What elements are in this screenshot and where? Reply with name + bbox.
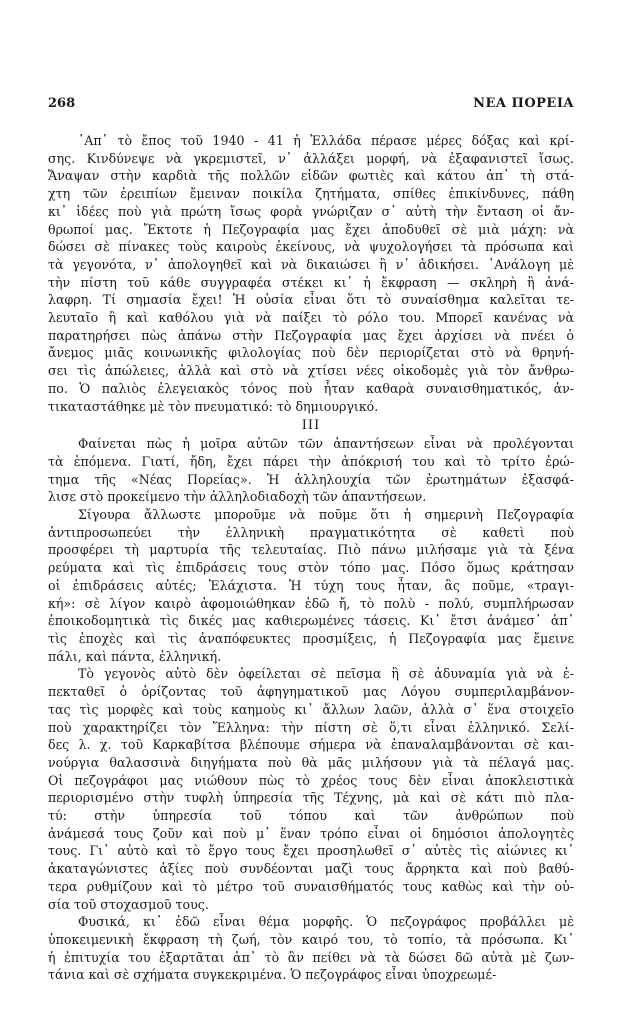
text-line: πεκταθεῖ ὁ ὁρίζοντας τοῦ ἀφηγηματικοῦ μας Λόγου συμπεριλαμβάνον- (48, 684, 574, 700)
text-line: τὰ ἑπόμενα. Γιατί, ἤδη, ἔχει πάρει τὴν ἀπόκρισή του καὶ τὸ τρίτο ἐρώ- (48, 453, 574, 469)
text-line: οἱ ἐπιδράσεις αὐτές; Ἐλάχιστα. Ἡ τύχη τους ἦταν, ἂς ποῦμε, «τραγι- (48, 577, 574, 593)
text-line: χτη τῶν ἐρειπίων ἔμειναν ποικίλα ζητήματα, σπίθες ἐπικίνδυνες, πάθη (48, 186, 574, 202)
text-line: τὴν πίστη τοῦ κάθε συγγραφέα στέκει κι᾿ ἡ ἔκφραση — σκληρὴ ἢ ἀνά- (48, 274, 574, 290)
text-line: τὶς ἐποχὲς καὶ τὶς ἀναπόφευκτες προσμίξεις, ἡ Πεζογραφία μας ἔμεινε (48, 630, 574, 646)
text-line: Σίγουρα ἄλλωστε μποροῦμε νὰ ποῦμε ὅτι ἡ σημερινὴ Πεζογραφία (78, 507, 574, 523)
text-line: σία τοῦ στοχασμοῦ τους. (48, 896, 209, 912)
text-line: ἀκαταγώνιστες ἀξίες ποὺ συνδέονται μαζὶ τους ἄρρηκτα καὶ ποὺ βαθύ- (48, 861, 574, 877)
page-body (48, 132, 574, 984)
text-line: τους. Γι᾿ αὐτὸ καὶ τὸ ἔργο τους ἔχει προσηλωθεῖ σ᾿ αὐτὲς τὶς αἰώνιες κι᾿ (48, 843, 574, 859)
text-line: τὰ γεγονότα, ν᾿ ἀπολογηθεῖ καὶ νὰ δικαιώσει ἢ ν᾿ ἀδικήσει. ᾿Ανάλογη μὲ (48, 256, 574, 272)
page-header (48, 96, 574, 114)
page-number: 268 (48, 96, 76, 111)
text-line: Φυσικά, κι᾿ ἐδῶ εἶναι θέμα μορφῆς. Ὁ πεζογράφος προβάλλει μὲ (78, 914, 574, 930)
text-line: Ἄναψαν στὴν καρδιὰ τῆς πολλῶν εἰδῶν φωτιὲς καὶ κάτου ἀπ᾿ τὴ στά- (48, 168, 574, 184)
text-line: τύ: στὴν ὑπηρεσία τοῦ τόπου καὶ τῶν ἀνθρώπων ποὺ (48, 808, 574, 824)
text-line: δες λ. χ. τοῦ Καρκαβίτσα βλέπουμε σήμερα νὰ ἐπαναλαμβάνονται σὲ και- (48, 737, 574, 753)
section-heading: III (301, 418, 321, 434)
paragraph (48, 665, 574, 913)
text-line: τάνια καὶ σὲ σχήματα συγκεκριμένα. Ὁ πεζογράφος εἶναι ὑποχρεωμέ- (48, 967, 497, 983)
text-line: νούργια θαλασσινὰ διηγήματα ποὺ θὰ μᾶς μιλήσουν γιὰ τὰ πέλαγά μας. (48, 754, 574, 770)
text-line: περιορισμένο στὴν τυφλὴ ὑπηρεσία τῆς Τέχνης, μὰ καὶ σὲ κάτι πιὸ πλα- (48, 790, 574, 806)
text-line: τικαταστάθηκε μὲ τὸν πνευματικό: τὸ δημιουργικό. (48, 398, 379, 414)
text-line: κι᾿ ἰδέες ποὺ γιὰ πρώτη ἴσως φορὰ γνώριζαν σ᾿ αὐτὴ τὴν ἔνταση οἱ ἄν- (48, 203, 574, 219)
text-line: ἀνάμεσά τους ζοῦν καὶ ποὺ μ᾿ ἕναν τρόπο εἶναι οἱ δημόσιοι ἀπολογητὲς (48, 825, 574, 841)
text-line: κή»: σὲ λίγον καιρὸ ἀφομοιώθηκαν ἐδῶ ἤ, τὸ πολὺ - πολύ, συμπλήρωσαν (48, 595, 574, 611)
text-line: προσφέρει τὴ μαρτυρία τῆς τελευταίας. Πιὸ πάνω μιλήσαμε γιὰ τὰ ξένα (48, 542, 574, 558)
paragraph (48, 913, 574, 984)
text-line: θρωποί μας. Ἔκτοτε ἡ Πεζογραφία μας ἔχει ἀποδυθεῖ σὲ μιὰ μάχη: νὰ (48, 221, 574, 237)
paragraph-1 (48, 132, 574, 415)
text-line: δώσει σὲ πίνακες τοὺς καιροὺς ἐκείνους, νὰ ψυχολογήσει τὰ πρόσωπα καὶ (48, 239, 574, 255)
paragraphs-after (48, 435, 574, 984)
text-line: λισε στὸ προκείμενο τὴν ἀλληλοδιαδοχὴ τῶν ἀπαντήσεων. (48, 489, 427, 505)
text-line: λαφρη. Τί σημασία ἔχει! Ἡ οὐσία εἶναι ὅτι τὸ συναίσθημα καλεῖται τε- (48, 292, 574, 308)
text-line: λευταῖο ἢ καὶ καθόλου γιὰ νὰ παίξει τὸ ρόλο του. Μπορεῖ κανένας νὰ (48, 310, 574, 326)
text-line: ἀντιπροσωπεύει τὴν ἑλληνικὴ πραγματικότητα σὲ καθετὶ ποὺ (48, 524, 574, 540)
text-line: τερα ρυθμίζουν καὶ τὸ μέτρο τοῦ συναισθήματός τους καθὼς καὶ τὴν οὐ- (48, 878, 574, 894)
paragraph (48, 435, 574, 506)
text-line: Φαίνεται πὼς ἡ μοῖρα αὐτῶν τῶν ἀπαντήσεων εἶναι νὰ προλέγονται (78, 436, 574, 452)
text-line: ποὺ χαρακτηρίζει τὸν Ἕλληνα: τὴν πίστη σὲ ὅ,τι εἶναι ἑλληνικό. Σελί- (48, 719, 574, 735)
text-line: ρεύματα καὶ τὶς ἐπιδράσεις τους στὸν τόπο μας. Πόσο ὅμως κράτησαν (48, 560, 574, 576)
running-head: ΝΕΑ ΠΟΡΕΙΑ (473, 96, 574, 111)
text-line: ἄνεμος μιᾶς κοινωνικῆς φιλολογίας ποὺ δὲν περιορίζεται στὸ νὰ θρηνή- (48, 345, 574, 361)
paragraph (48, 132, 574, 415)
text-line: ἐποικοδομητικὰ τὶς δικές μας καθιερωμένες τάσεις. Κι᾿ ἔτσι ἀνάμεσ᾿ ἀπ᾿ (48, 613, 574, 629)
text-line: σει τὶς ἀπώλειες, ἀλλὰ καὶ στὸ νὰ χτίσει νέες οἰκοδομὲς γιὰ τὸν ἄνθρω- (48, 363, 574, 379)
text-line: πάλι, καὶ πάντα, ἑλληνική. (48, 648, 222, 664)
text-line: παρατηρήσει πὼς ἀπάνω στὴν Πεζογραφία μας ἔχει ἀρχίσει νὰ πνέει ὁ (48, 327, 574, 343)
text-line: τας τὶς μορφὲς καὶ τοὺς καημοὺς κι᾿ ἄλλων λαῶν, ἀλλὰ σ᾿ ἕνα στοιχεῖο (48, 701, 574, 717)
text-line: ᾿Απ᾿ τὸ ἔπος τοῦ 1940 - 41 ἡ Ἑλλάδα πέρασε μέρες δόξας καὶ κρί- (78, 133, 574, 148)
text-line: πο. Ὁ παλιὸς ἐλεγειακὸς τόνος ποὺ ἦταν καθαρὰ συναισθηματικός, ἀν- (48, 380, 574, 396)
paragraph (48, 506, 574, 665)
text-line: ἡ ἐπιτυχία του ἐξαρτᾶται ἀπ᾿ τὸ ἂν πείθει νὰ τὰ δώσει δῶ αὐτὰ μὲ ζων- (48, 949, 574, 965)
text-line: Τὸ γεγονὸς αὐτὸ δὲν ὀφείλεται σὲ πεῖσμα ἢ σὲ ἀδυναμία γιὰ νὰ ἐ- (78, 666, 574, 682)
text-line: σης. Κινδύνεψε νὰ γκρεμιστεῖ, ν᾿ ἀλλάξει μορφή, νὰ ἐξαφανιστεῖ ἴσως. (48, 150, 574, 166)
text-line: Οἱ πεζογράφοι μας νιώθουν πὼς τὸ χρέος τους δὲν εἶναι ἀποκλειστικὰ (48, 772, 574, 788)
text-line: ὑποκειμενικὴ ἔκφραση τὴ ζωή, τὸν καιρό του, τὸ τοπίο, τὰ πρόσωπα. Κι᾿ (48, 931, 574, 947)
text-line: τημα τῆς «Νέας Πορείας». Ἡ ἀλληλουχία τῶν ἐρωτημάτων ἐξασφά- (48, 471, 574, 487)
